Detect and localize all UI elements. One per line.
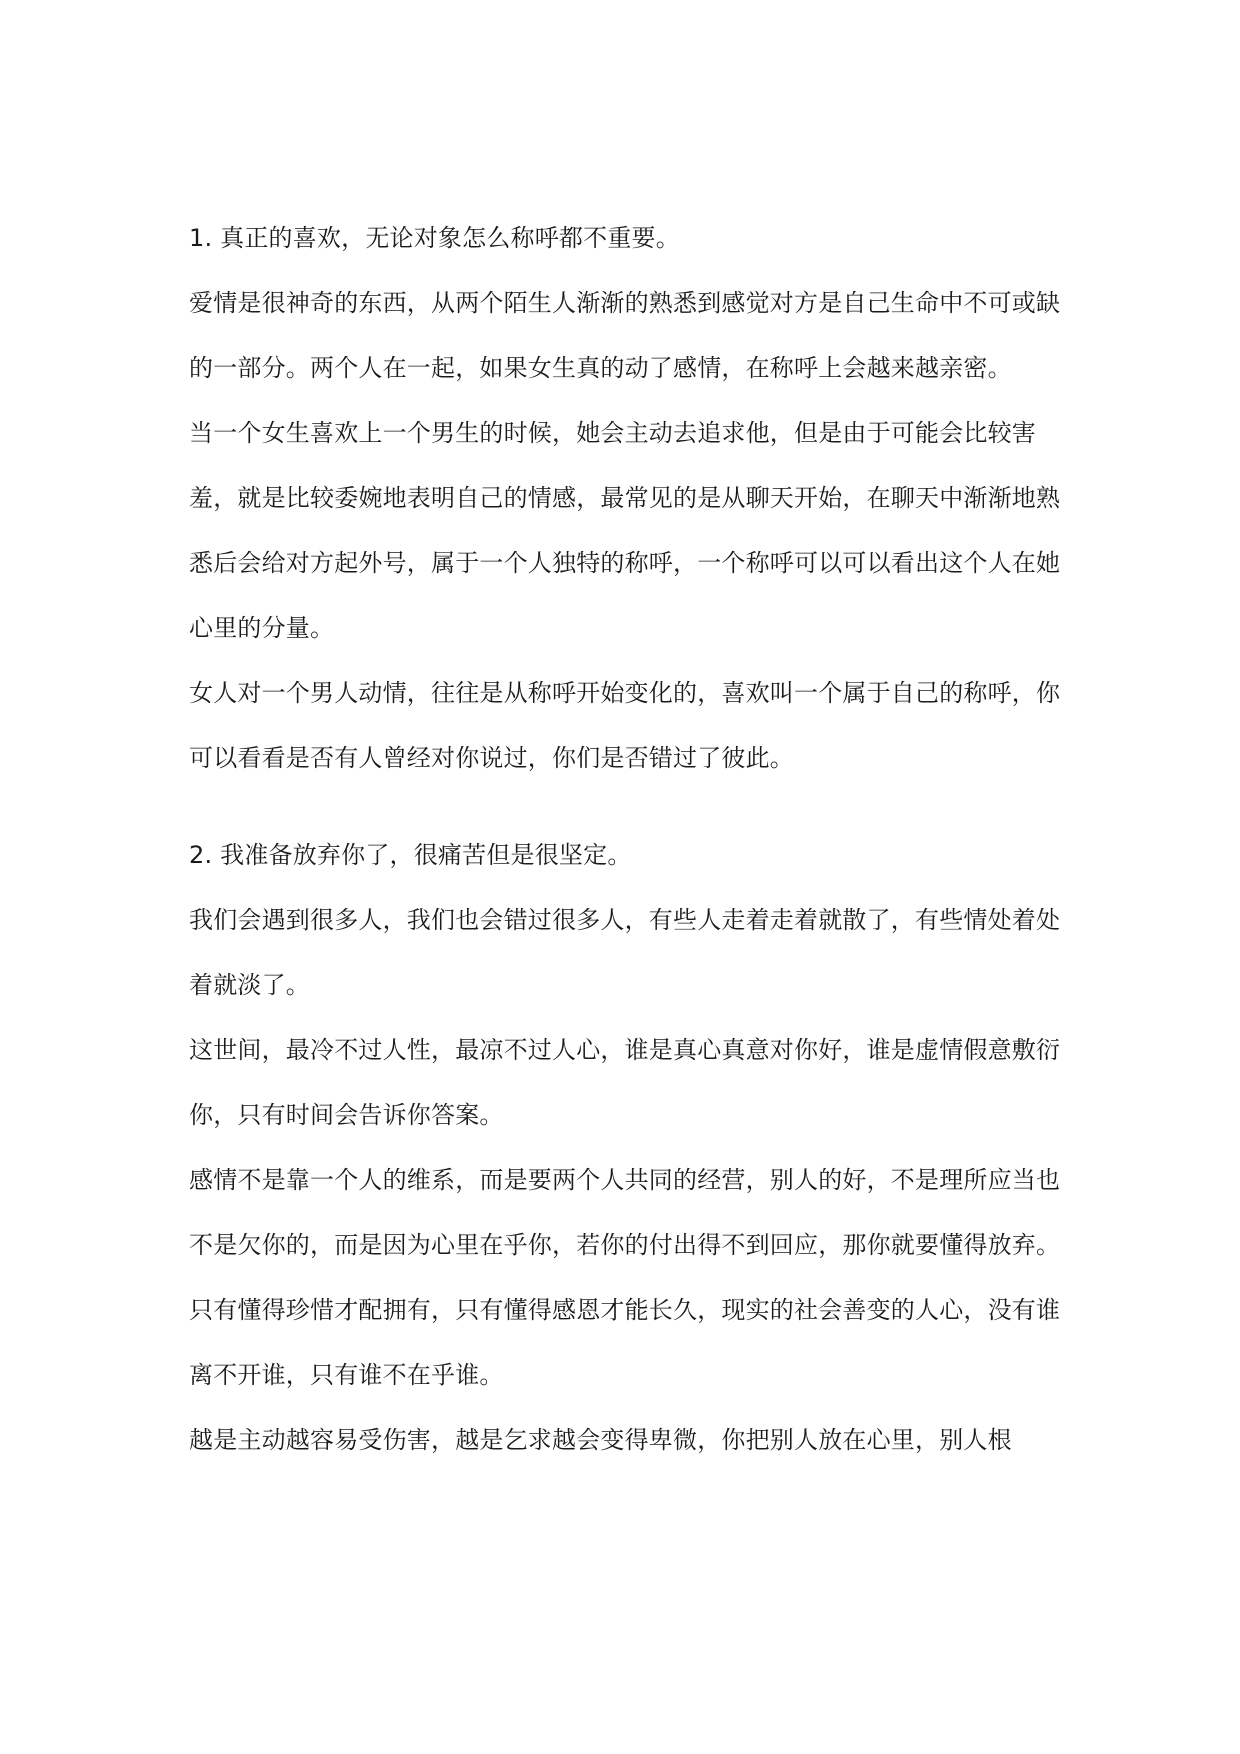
paragraph: 爱情是很神奇的东西，从两个陌生人渐渐的熟悉到感觉对方是自己生命中不可或缺的一部分。两个人在一起，如果女生真的动了感情，在称呼上会越来越亲密。 [189,289,1061,382]
paragraph: 越是主动越容易受伤害，越是乞求越会变得卑微，你把别人放在心里，别人根 [189,1426,1012,1454]
paragraph: 感情不是靠一个人的维系，而是要两个人共同的经营，别人的好，不是理所应当也不是欠你的，而是因为心里在乎你，若你的付出得不到回应，那你就要懂得放弃。 [189,1166,1061,1259]
section-spacer [189,791,1069,823]
section-1 [189,206,1069,791]
section-heading: 1. 真正的喜欢，无论对象怎么称呼都不重要。 [189,224,680,252]
paragraph: 我们会遇到很多人，我们也会错过很多人，有些人走着走着就散了，有些情处着处着就淡了。 [189,906,1061,999]
paragraph: 这世间，最冷不过人性，最凉不过人心，谁是真心真意对你好，谁是虚情假意敷衍你，只有时间会告诉你答案。 [189,1036,1061,1129]
article-body [189,206,1069,1473]
paragraph: 女人对一个男人动情，往往是从称呼开始变化的，喜欢叫一个属于自己的称呼，你可以看看是否有人曾经对你说过，你们是否错过了彼此。 [189,679,1061,772]
paragraph: 只有懂得珍惜才配拥有，只有懂得感恩才能长久，现实的社会善变的人心，没有谁离不开谁，只有谁不在乎谁。 [189,1296,1061,1389]
section-2 [189,823,1069,1473]
section-heading: 2. 我准备放弃你了，很痛苦但是很坚定。 [189,841,632,869]
paragraph: 当一个女生喜欢上一个男生的时候，她会主动去追求他，但是由于可能会比较害羞，就是比较委婉地表明自己的情感，最常见的是从聊天开始，在聊天中渐渐地熟悉后会给对方起外号，属于一个人独特的称呼，一个称呼可以可以看出这个人在她心里的分量。 [189,419,1061,642]
